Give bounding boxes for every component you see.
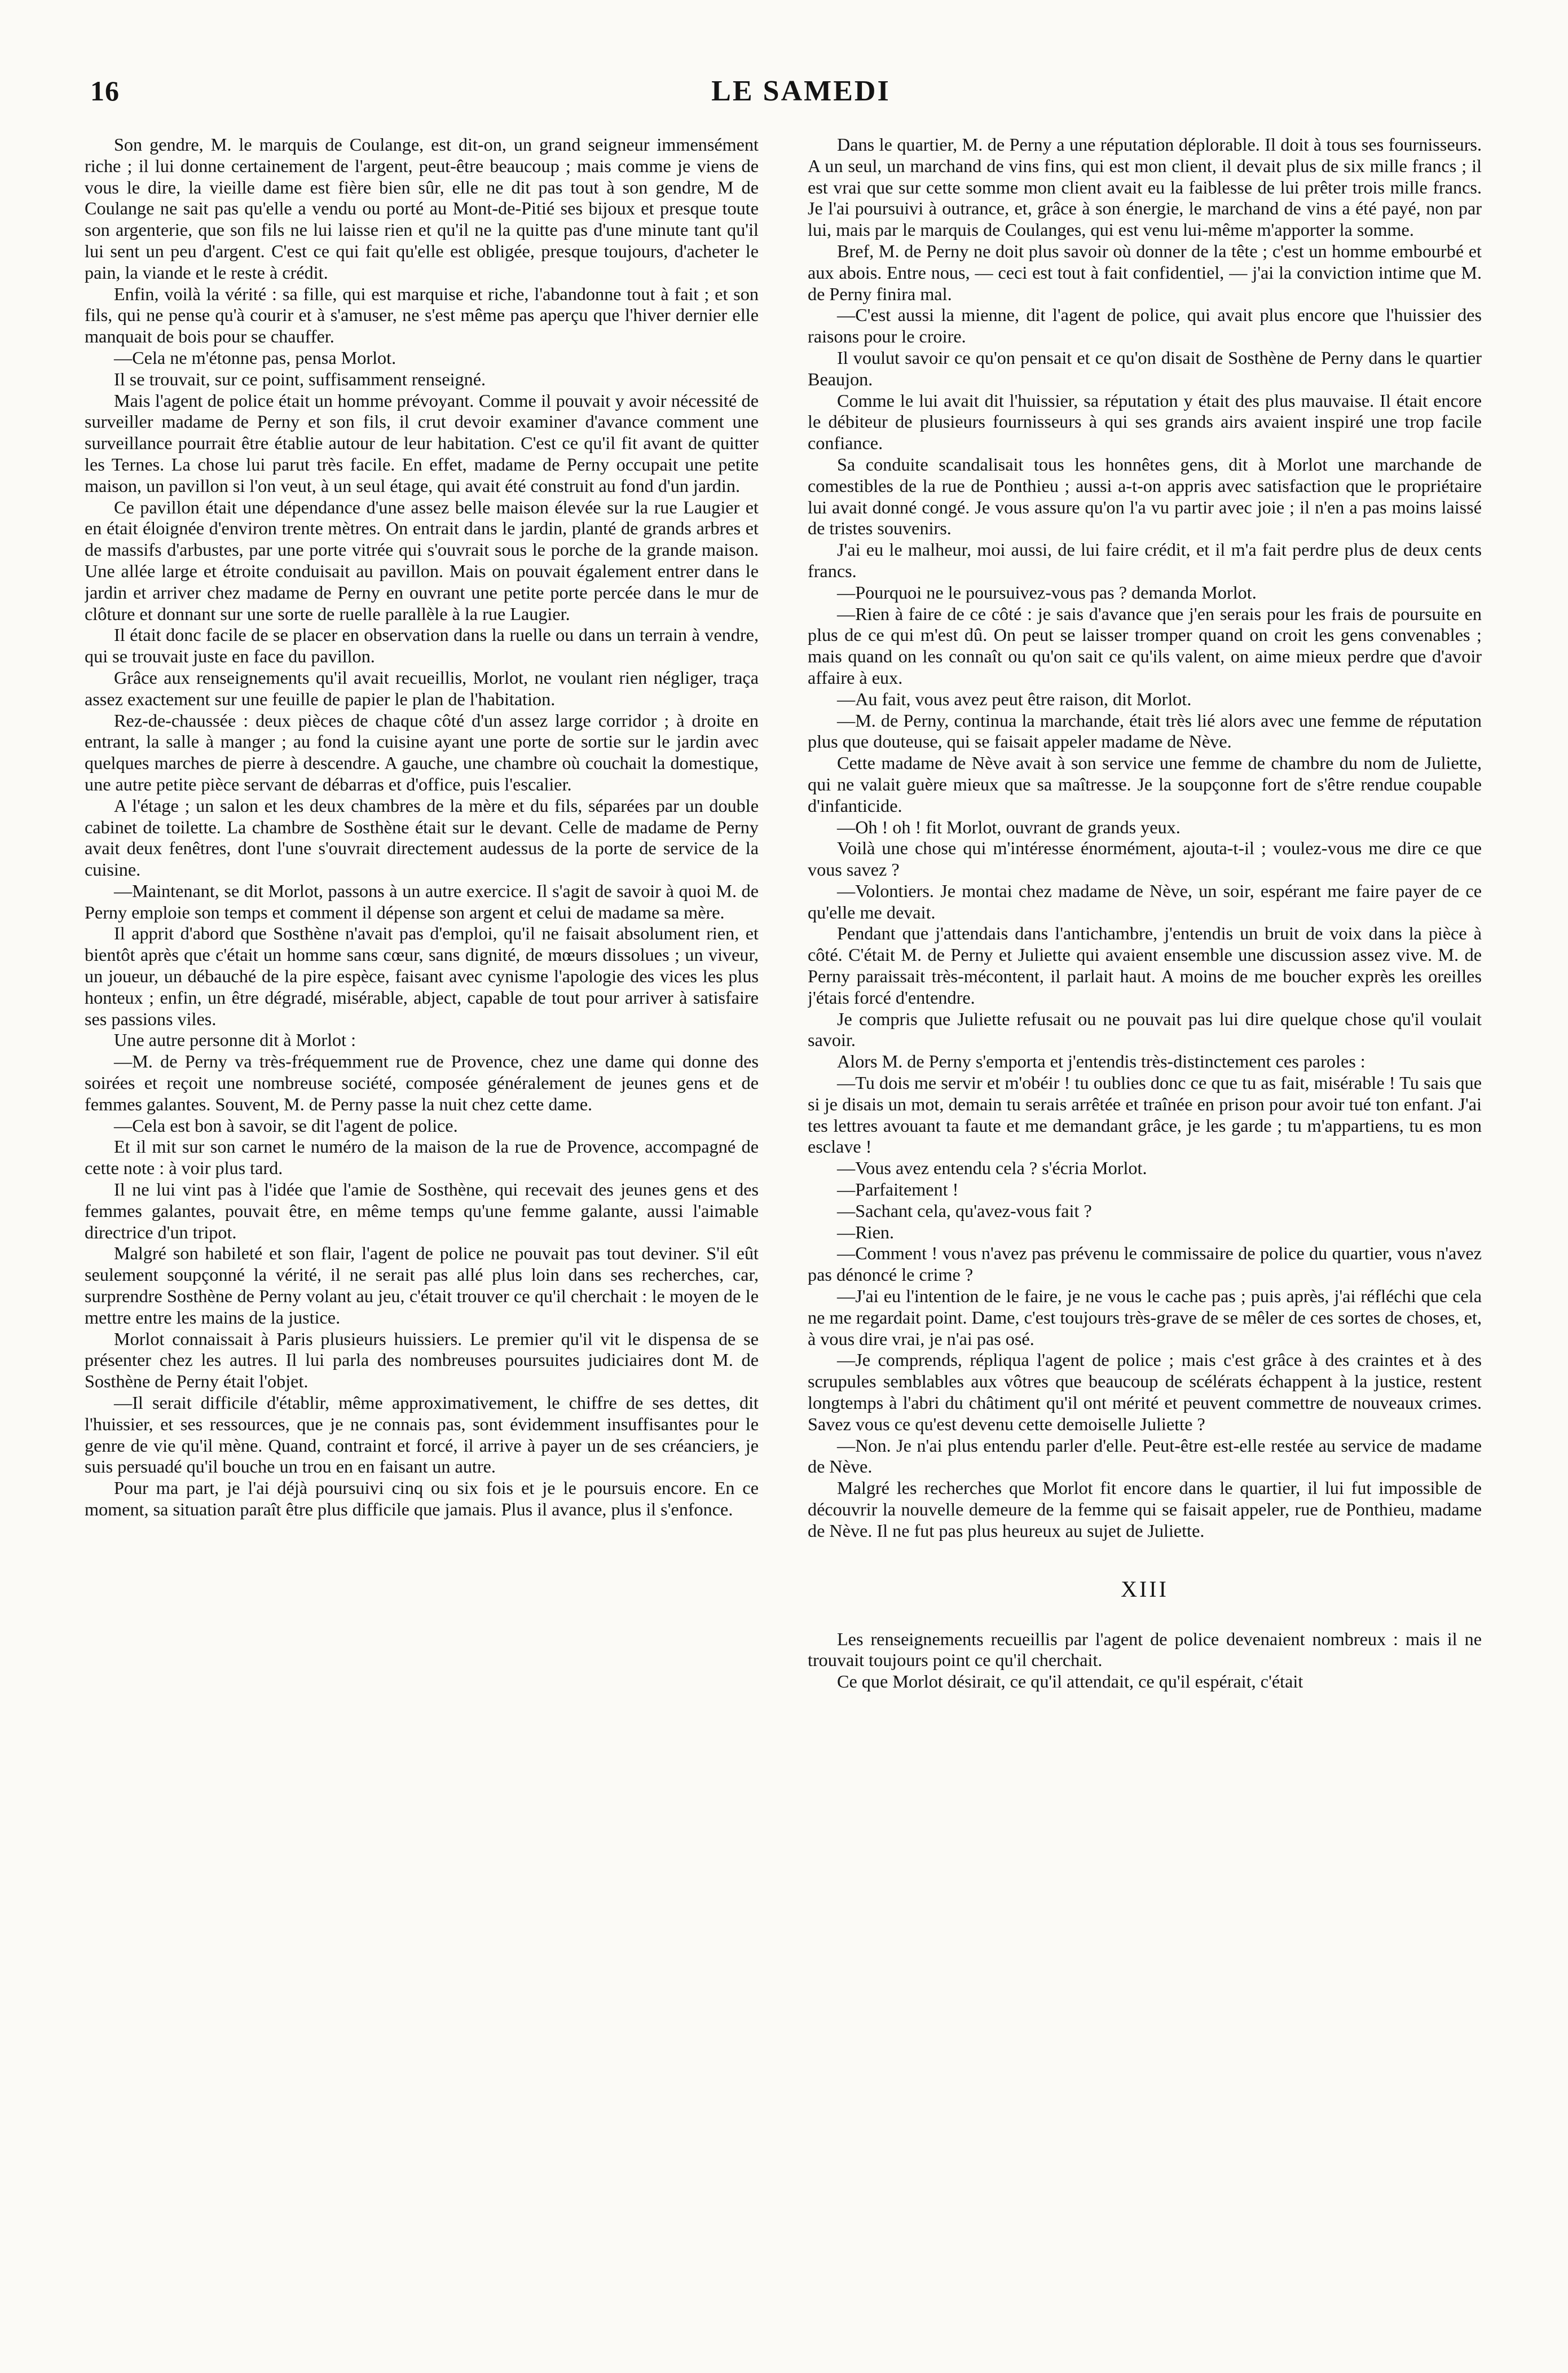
paragraph: —Au fait, vous avez peut être raison, dit Morlot. bbox=[837, 688, 1192, 709]
paragraph: J'ai eu le malheur, moi aussi, de lui faire crédit, et il m'a fait perdre plus de deux cents francs. bbox=[808, 539, 1482, 581]
paragraph: Mais l'agent de police était un homme prévoyant. Comme il pouvait y avoir nécessité de surveiller madame de Perny et son fils, il crut devoir examiner d'avance comment une surveillance pourrait être établie autour de leur habitation. C'est ce qu'il fit avant de quitter les Ternes. La chose lui parut très facile. En effet, madame de Perny occupait une petite maison, un pavillon si l'on veut, à un seul étage, qui avait été construit au fond d'un jardin. bbox=[85, 390, 759, 496]
paragraph: Je compris que Juliette refusait ou ne pouvait pas lui dire quelque chose qu'il voulait savoir. bbox=[808, 1008, 1482, 1051]
right-column-text-before bbox=[808, 134, 1482, 1542]
paragraph: —Comment ! vous n'avez pas prévenu le commissaire de police du quartier, vous n'avez pas dénoncé le crime ? bbox=[808, 1243, 1482, 1285]
paragraph: Ce que Morlot désirait, ce qu'il attendait, ce qu'il espérait, c'était bbox=[837, 1671, 1303, 1692]
paragraph: —Il serait difficile d'établir, même approximativement, le chiffre de ses dettes, dit l'huissier, et ses ressources, que je ne connais pas, sont évidemment insuffisantes pour le genre de vie qu'il mène. Quand, contraint et forcé, il arrive à payer un de ses créanciers, je suis persuadé qu'il bouche un trou en en faisant un autre. bbox=[85, 1392, 759, 1477]
paragraph: Son gendre, M. le marquis de Coulange, est dit-on, un grand seigneur immensément riche ; il lui donne certainement de l'argent, peut-être beaucoup ; mais comme je viens de vous le dire, la vieille dame est fière bien sûr, elle ne dit pas tout à son gendre, M de Coulange ne sait pas qu'elle a vendu ou porté au Mont-de-Pitié ses bijoux et presque toute son argenterie, que son fils ne lui laisse rien et qu'il ne la quitte pas d'une minute tant qu'il lui sent un peu d'argent. C'est ce qui fait qu'elle est obligée, presque toujours, d'acheter le pain, la viande et le reste à crédit. bbox=[85, 134, 759, 283]
paragraph: Il apprit d'abord que Sosthène n'avait pas d'emploi, qu'il ne faisait absolument rien, et bientôt après que c'était un homme sans cœur, sans dignité, de mœurs dissolues ; un viveur, un joueur, un débauché de la pire espèce, faisant avec cynisme l'apologie des vices les plus honteux ; enfin, un être dégradé, misérable, abject, capable de tout pour arriver à satisfaire ses passions viles. bbox=[85, 923, 759, 1029]
paragraph: Pour ma part, je l'ai déjà poursuivi cinq ou six fois et je le poursuis encore. En ce moment, sa situation paraît être plus difficile que jamais. Plus il avance, plus il s'enfonce. bbox=[85, 1478, 759, 1519]
paragraph: —Volontiers. Je montai chez madame de Nève, un soir, espérant me faire payer de ce qu'elle me devait. bbox=[808, 880, 1482, 922]
right-column bbox=[808, 134, 1482, 2323]
journal-title: LE SAMEDI bbox=[711, 75, 891, 107]
right-column-text-after bbox=[808, 1629, 1482, 1693]
page-number: 16 bbox=[90, 75, 120, 107]
paragraph: Voilà une chose qui m'intéresse énormément, ajouta-t-il ; voulez-vous me dire ce que vous savez ? bbox=[808, 838, 1482, 880]
paragraph: —Vous avez entendu cela ? s'écria Morlot. bbox=[837, 1158, 1147, 1179]
paragraph: Grâce aux renseignements qu'il avait recueillis, Morlot, ne voulant rien négliger, traça assez exactement sur une feuille de papier le plan de l'habitation. bbox=[85, 667, 759, 709]
paragraph: Les renseignements recueillis par l'agent de police devenaient nombreux : mais il ne trouvait toujours point ce qu'il cherchait. bbox=[808, 1628, 1482, 1671]
paragraph: —Rien. bbox=[837, 1221, 895, 1242]
paragraph: Alors M. de Perny s'emporta et j'entendis très-distinctement ces paroles : bbox=[837, 1051, 1366, 1072]
paragraph: —C'est aussi la mienne, dit l'agent de police, qui avait plus encore que l'huissier des raisons pour le croire. bbox=[808, 305, 1482, 347]
paragraph: —Tu dois me servir et m'obéir ! tu oublies donc ce que tu as fait, misérable ! Tu sais que si je disais un mot, demain tu serais arrêtée et traînée en prison pour avoir tué ton enfant. J'ai tes lettres avouant ta faute et me demandant grâce, je les garde ; tu m'appartiens, tu es mon esclave ! bbox=[808, 1073, 1482, 1157]
paragraph: —Maintenant, se dit Morlot, passons à un autre exercice. Il s'agit de savoir à quoi M. de Perny emploie son temps et comment il dépense son argent et celui de madame sa mère. bbox=[85, 880, 759, 922]
paragraph: —Non. Je n'ai plus entendu parler d'elle. Peut-être est-elle restée au service de madame de Nève. bbox=[808, 1435, 1482, 1477]
paragraph: Bref, M. de Perny ne doit plus savoir où donner de la tête ; c'est un homme embourbé et aux abois. Entre nous, — ceci est tout à fait confidentiel, — j'ai la conviction intime que M. de Perny finira mal. bbox=[808, 240, 1482, 304]
paragraph: —Cela est bon à savoir, se dit l'agent de police. bbox=[114, 1115, 458, 1136]
paragraph: Dans le quartier, M. de Perny a une réputation déplorable. Il doit à tous ses fournisseurs. A un seul, un marchand de vins fins, qui est mon client, il devait plus de six mille francs ; il est vrai que sur cette somme mon client avait eu la faiblesse de lui prêter trois mille francs. Je l'ai poursuivi à outrance, et, grâce à son énergie, le marchand de vins a été payé, non par lui, mais par le marquis de Coulanges, qui est venu lui-même m'apporter la somme. bbox=[808, 134, 1482, 240]
left-column bbox=[85, 134, 759, 2323]
chapter-heading: XIII bbox=[1121, 1576, 1169, 1602]
paragraph: Cette madame de Nève avait à son service une femme de chambre du nom de Juliette, qui ne valait guère mieux que sa maîtresse. Je la soupçonne fort de s'être rendue coupable d'infanticide. bbox=[808, 753, 1482, 816]
paragraph: Malgré son habileté et son flair, l'agent de police ne pouvait pas tout deviner. S'il eût seulement soupçonné la vérité, il ne serait pas allé plus loin dans ses recherches, car, surprendre Sosthène de Perny volant au jeu, c'était trouver ce qu'il cherchait : le moyen de le mettre entre les mains de la justice. bbox=[85, 1243, 759, 1328]
paragraph: Il se trouvait, sur ce point, suffisamment renseigné. bbox=[114, 368, 486, 389]
paragraph: —J'ai eu l'intention de le faire, je ne vous le cache pas ; puis après, j'ai réfléchi que cela ne me regardait point. Dame, c'est toujours très-grave de se mêler de ces sortes de choses, et, à vous dire vrai, je n'ai pas osé. bbox=[808, 1286, 1482, 1349]
paragraph: Il était donc facile de se placer en observation dans la ruelle ou dans un terrain à vendre, qui se trouvait juste en face du pavillon. bbox=[85, 625, 759, 667]
paragraph: —Oh ! oh ! fit Morlot, ouvrant de grands yeux. bbox=[837, 816, 1181, 837]
paragraph: Et il mit sur son carnet le numéro de la maison de la rue de Provence, accompagné de cette note : à voir plus tard. bbox=[85, 1136, 759, 1179]
paragraph: —Pourquoi ne le poursuivez-vous pas ? demanda Morlot. bbox=[837, 582, 1257, 603]
paragraph: Morlot connaissait à Paris plusieurs huissiers. Le premier qu'il vit le dispensa de se présenter chez les autres. Il lui parla des nombreuses poursuites judiciaires dont M. de Sosthène de Perny était l'objet. bbox=[85, 1328, 759, 1392]
paragraph: A l'étage ; un salon et les deux chambres de la mère et du fils, séparées par un double cabinet de toilette. La chambre de Sosthène était sur le devant. Celle de madame de Perny avait deux fenêtres, dont l'une s'ouvrait directement audessus de la porte de service de la cuisine. bbox=[85, 795, 759, 880]
page-header bbox=[90, 74, 1512, 114]
paragraph: Ce pavillon était une dépendance d'une assez belle maison élevée sur la rue Laugier et en était éloignée d'environ trente mètres. On entrait dans le jardin, planté de grands arbres et de massifs d'arbustes, par une porte vitrée qui s'ouvrait sous le porche de la grande maison. Une allée large et étroite conduisait au pavillon. Mais on pouvait également entrer dans le jardin et arriver chez madame de Perny en ouvrant une petite porte percée dans le mur de clôture et donnant sur une sorte de ruelle parallèle à la rue Laugier. bbox=[85, 496, 759, 624]
paragraph: Il ne lui vint pas à l'idée que l'amie de Sosthène, qui recevait des jeunes gens et des femmes galantes, pouvait être, en même temps qu'une femme galante, aussi l'aimable directrice d'un tripot. bbox=[85, 1179, 759, 1242]
paragraph: —Parfaitement ! bbox=[837, 1179, 959, 1200]
paragraph: —Cela ne m'étonne pas, pensa Morlot. bbox=[114, 347, 397, 368]
paragraph: Rez-de-chaussée : deux pièces de chaque côté d'un assez large corridor ; à droite en entrant, la salle à manger ; au fond la cuisine ayant une porte de sortie sur le jardin avec quelques marches de pierre à descendre. A gauche, une chambre où couchait la domestique, une autre petite pièce servant de débarras et d'office, puis l'escalier. bbox=[85, 710, 759, 794]
paragraph: —M. de Perny va très-fréquemment rue de Provence, chez une dame qui donne des soirées et reçoit une nombreuse société, composée généralement de jeunes gens et de femmes galantes. Souvent, M. de Perny passe la nuit chez cette dame. bbox=[85, 1051, 759, 1114]
paragraph: —Rien à faire de ce côté : je sais d'avance que j'en serais pour les frais de poursuite en plus de ce qui m'est dû. On peut se laisser tromper quand on croit les gens convenables ; mais quand on les connaît ou qu'on sait ce qu'ils valent, on aime mieux perdre que d'avoir affaire à eux. bbox=[808, 603, 1482, 688]
paragraph: Comme le lui avait dit l'huissier, sa réputation y était des plus mauvaise. Il était encore le débiteur de plusieurs fournisseurs à qui ses grands airs avaient inspiré une trop facile confiance. bbox=[808, 390, 1482, 454]
paragraph: —Je comprends, répliqua l'agent de police ; mais c'est grâce à des craintes et à des scrupules semblables aux vôtres que beaucoup de scélérats échappent à la justice, restent longtemps à l'abri du châtiment qu'il ont mérité et peuvent commettre de nouveaux crimes. Savez vous ce qu'est devenu cette demoiselle Juliette ? bbox=[808, 1350, 1482, 1434]
paragraph: —M. de Perny, continua la marchande, était très lié alors avec une femme de réputation plus que douteuse, qui se faisait appeler madame de Nève. bbox=[808, 710, 1482, 752]
paragraph: —Sachant cela, qu'avez-vous fait ? bbox=[837, 1200, 1092, 1221]
paragraph: Sa conduite scandalisait tous les honnêtes gens, dit à Morlot une marchande de comestibles de la rue de Ponthieu ; aussi a-t-on appris avec satisfaction que le propriétaire lui avait donné congé. Je vous assure qu'on l'a vu partir avec joie ; il n'en a pas moins laissé de tristes souvenirs. bbox=[808, 454, 1482, 539]
paragraph: Enfin, voilà la vérité : sa fille, qui est marquise et riche, l'abandonne tout à fait ; et son fils, qui ne pense qu'à courir et à s'amuser, ne s'est même pas aperçu que l'hiver dernier elle manquait de bois pour se chauffer. bbox=[85, 283, 759, 347]
paragraph: Pendant que j'attendais dans l'antichambre, j'entendis un bruit de voix dans la pièce à côté. C'était M. de Perny et Juliette qui avaient ensemble une discussion assez vive. M. de Perny paraissait très-mécontent, il parlait haut. A moins de me boucher exprès les oreilles j'étais forcé d'entendre. bbox=[808, 923, 1482, 1008]
paragraph: Malgré les recherches que Morlot fit encore dans le quartier, il lui fut impossible de découvrir la nouvelle demeure de la femme qui se faisait appeler, rue de Ponthieu, madame de Nève. Il ne fut pas plus heureux au sujet de Juliette. bbox=[808, 1478, 1482, 1541]
paragraph: Il voulut savoir ce qu'on pensait et ce qu'on disait de Sosthène de Perny dans le quartier Beaujon. bbox=[808, 347, 1482, 389]
paragraph: Une autre personne dit à Morlot : bbox=[114, 1030, 356, 1051]
